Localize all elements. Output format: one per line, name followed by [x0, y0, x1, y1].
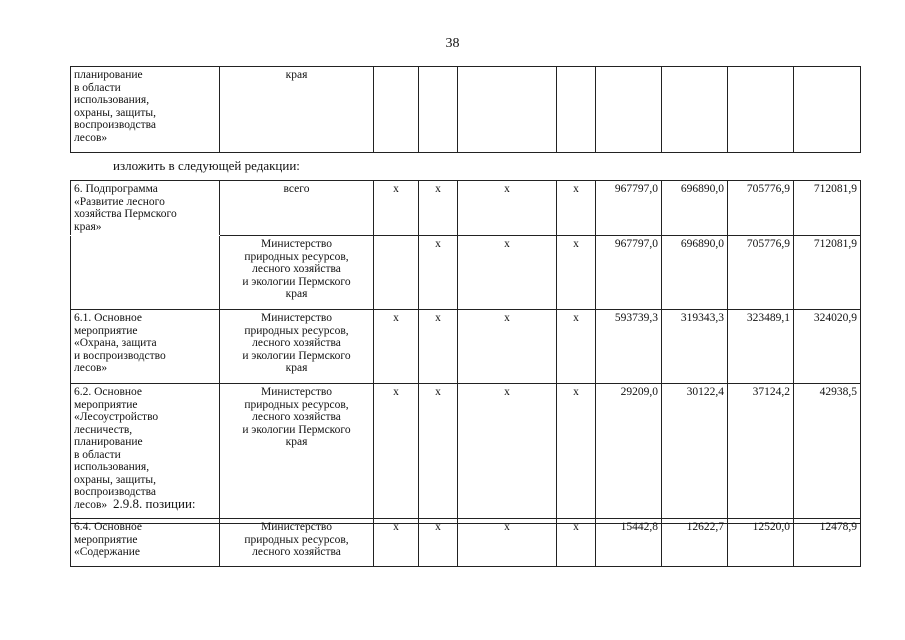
cell-col-3 [458, 67, 557, 153]
cell-value-3: 12520,0 [728, 519, 794, 567]
table-positions [70, 518, 861, 567]
cell-executor: Министерство природных ресурсов, лесного хозяйства и экологии Пермского края [220, 310, 374, 384]
cell-col-4: х [557, 519, 596, 567]
cell-value-1: 29209,0 [596, 384, 662, 524]
table-subprogram-6 [70, 180, 861, 524]
cell-name: 6.4. Основное мероприятие «Содержание [71, 519, 220, 567]
cell-value-4: 712081,9 [794, 236, 861, 310]
cell-value-2: 696890,0 [662, 236, 728, 310]
cell-col-4 [557, 67, 596, 153]
cell-name [71, 236, 220, 310]
cell-col-1: х [374, 310, 419, 384]
cell-col-1: х [374, 181, 419, 236]
cell-col-4: х [557, 181, 596, 236]
cell-col-2: х [419, 236, 458, 310]
cell-col-2: х [419, 384, 458, 524]
page-number: 38 [445, 36, 460, 51]
cell-value-4: 324020,9 [794, 310, 861, 384]
cell-value-3: 705776,9 [728, 181, 794, 236]
edit-instruction: изложить в следующей редакции: [113, 158, 300, 173]
cell-col-3: х [458, 181, 557, 236]
cell-col-2: х [419, 310, 458, 384]
cell-value-3: 705776,9 [728, 236, 794, 310]
cell-value-4: 42938,5 [794, 384, 861, 524]
cell-col-1 [374, 67, 419, 153]
cell-executor: всего [220, 181, 374, 236]
cell-value-1: 967797,0 [596, 236, 662, 310]
positions-heading: 2.9.8. позиции: [113, 496, 196, 511]
cell-executor: Министерство природных ресурсов, лесного хозяйства и экологии Пермского края [220, 236, 374, 310]
table-row [71, 310, 861, 384]
cell-col-4: х [557, 310, 596, 384]
cell-value-2: 319343,3 [662, 310, 728, 384]
cell-col-3: х [458, 310, 557, 384]
cell-value-3: 323489,1 [728, 310, 794, 384]
table-row [71, 181, 861, 236]
cell-value-4: 712081,9 [794, 181, 861, 236]
cell-col-2 [419, 67, 458, 153]
cell-name: планирование в области использования, охраны, защиты, воспроизводства лесов» [71, 67, 220, 153]
cell-value-1: 593739,3 [596, 310, 662, 384]
cell-name: 6. Подпрограмма «Развитие лесного хозяйства Пермского края» [71, 181, 220, 236]
cell-value-4 [794, 67, 861, 153]
cell-value-1 [596, 67, 662, 153]
table-row [71, 519, 861, 567]
cell-value-2 [662, 67, 728, 153]
cell-executor: Министерство природных ресурсов, лесного хозяйства [220, 519, 374, 567]
cell-col-1: х [374, 384, 419, 524]
table-top-continuation [70, 66, 861, 153]
cell-value-2: 696890,0 [662, 181, 728, 236]
cell-col-2: х [419, 181, 458, 236]
cell-col-1: х [374, 519, 419, 567]
cell-executor: Министерство природных ресурсов, лесного хозяйства и экологии Пермского края [220, 384, 374, 524]
cell-col-3: х [458, 384, 557, 524]
cell-col-2: х [419, 519, 458, 567]
cell-value-1: 15442,8 [596, 519, 662, 567]
cell-value-3: 37124,2 [728, 384, 794, 524]
cell-col-4: х [557, 236, 596, 310]
cell-value-1: 967797,0 [596, 181, 662, 236]
cell-name: 6.1. Основное мероприятие «Охрана, защита и воспроизводство лесов» [71, 310, 220, 384]
cell-col-3: х [458, 236, 557, 310]
cell-col-3: х [458, 519, 557, 567]
cell-value-3 [728, 67, 794, 153]
cell-value-4: 12478,9 [794, 519, 861, 567]
table-row [71, 67, 861, 153]
cell-value-2: 12622,7 [662, 519, 728, 567]
cell-col-1 [374, 236, 419, 310]
cell-executor: края [220, 67, 374, 153]
cell-value-2: 30122,4 [662, 384, 728, 524]
cell-col-4: х [557, 384, 596, 524]
cell-name: 6.2. Основное мероприятие «Лесоустройство лесничеств, планирование в области использования, охраны, защиты, воспроизводства лесов» [71, 384, 220, 524]
table-row [71, 236, 861, 310]
